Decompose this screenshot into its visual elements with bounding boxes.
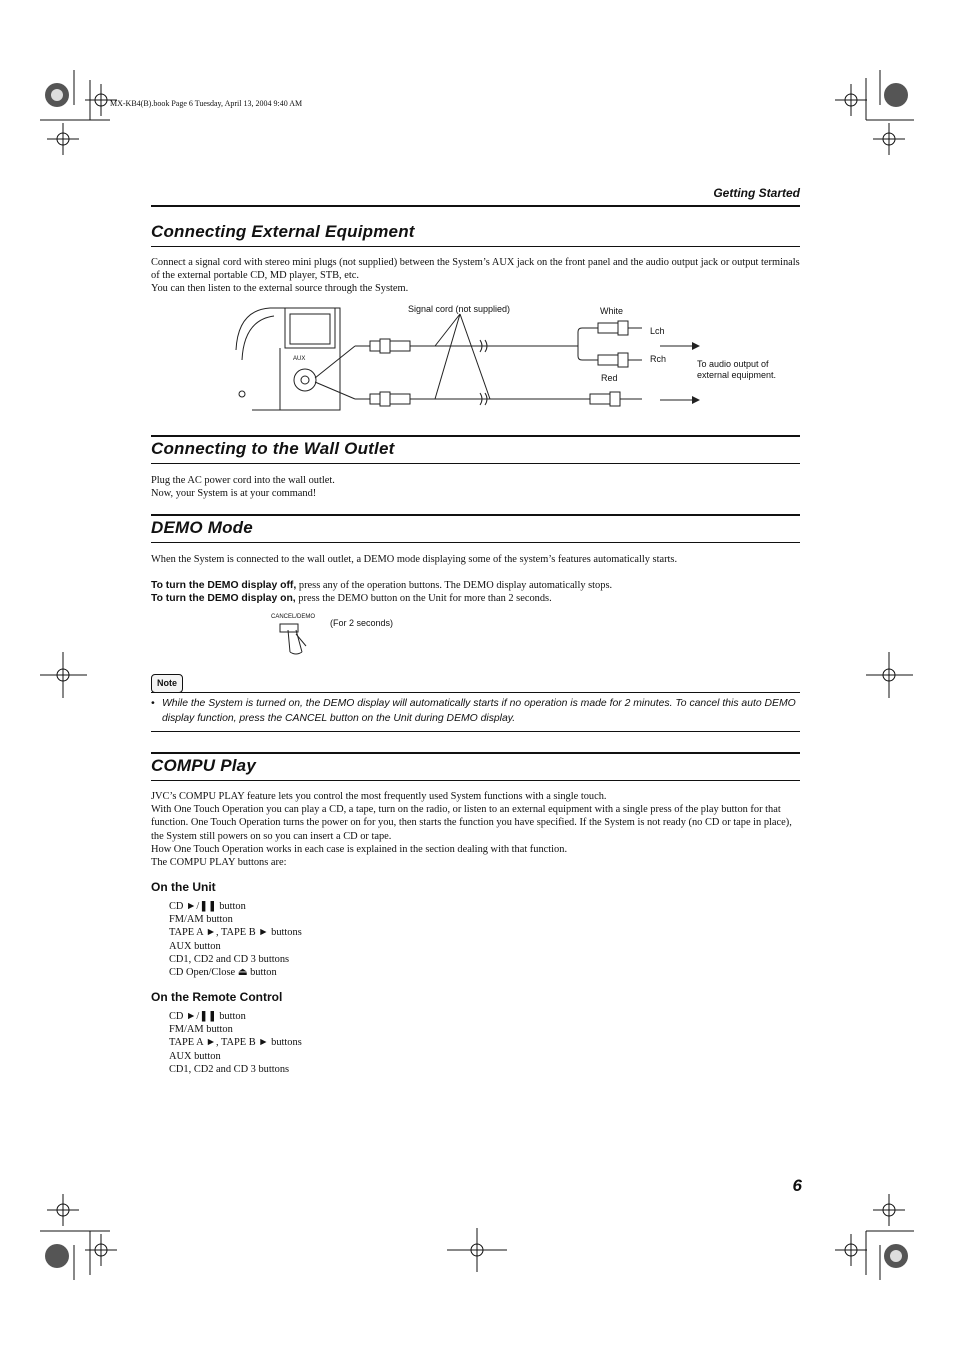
compu-para-3: How One Touch Operation works in each case is explained in the section dealing with that function. bbox=[151, 843, 568, 855]
section-rule-top bbox=[151, 752, 800, 754]
list-item: CD Open/Close ⏏ button bbox=[169, 967, 277, 979]
list-item: CD1, CD2 and CD 3 buttons bbox=[169, 1063, 290, 1075]
wall-line-2: Now, your System is at your command! bbox=[151, 488, 317, 500]
remote-heading: On the Remote Control bbox=[151, 990, 283, 1004]
press-hand-icon bbox=[278, 622, 318, 656]
list-item: CD ►/❚❚ button bbox=[169, 1011, 246, 1022]
unit-heading: On the Unit bbox=[151, 880, 216, 894]
list-item: CD ►/❚❚ button bbox=[169, 901, 246, 912]
diagram-label-rch: Rch bbox=[650, 354, 667, 364]
note-icon: Note bbox=[151, 674, 183, 693]
diagram-label-red: Red bbox=[601, 373, 618, 383]
section-rule-bottom bbox=[151, 780, 800, 781]
compu-para-1: JVC’s COMPU PLAY feature lets you control the most frequently used System functions with a single touch. bbox=[151, 791, 607, 802]
note-rule-bottom bbox=[151, 731, 800, 732]
demo-duration: (For 2 seconds) bbox=[330, 618, 394, 628]
list-item: TAPE A ►, TAPE B ► buttons bbox=[169, 927, 302, 939]
wall-line-1: Plug the AC power cord into the wall outlet. bbox=[151, 475, 335, 486]
demo-off-text: press any of the operation buttons. The DEMO display automatically stops. bbox=[296, 580, 613, 591]
list-item: FM/AM button bbox=[169, 1024, 233, 1036]
diagram-label-aux: AUX bbox=[293, 356, 306, 362]
list-item: AUX button bbox=[169, 1050, 221, 1062]
note-text: While the System is turned on, the DEMO display will automatically starts if no operation is made for 2 minutes. To cancel this auto DEMO display function, press the CANCEL button on the Unit during DEMO display. bbox=[162, 698, 796, 724]
section-rule-top bbox=[151, 205, 800, 207]
remote-button-list bbox=[169, 1010, 302, 1076]
demo-on-text: press the DEMO button on the Unit for more than 2 seconds. bbox=[295, 593, 552, 605]
section-rule-top bbox=[151, 514, 800, 516]
aux-connection-diagram bbox=[230, 300, 800, 415]
list-item: FM/AM button bbox=[169, 914, 233, 926]
note-rule-top bbox=[151, 692, 800, 693]
external-para-2: You can then listen to the external source through the System. bbox=[151, 283, 409, 295]
compu-para-4: The COMPU PLAY buttons are: bbox=[151, 857, 287, 869]
section-rule-top bbox=[151, 435, 800, 437]
wall-body bbox=[151, 474, 801, 500]
demo-on-label: To turn the DEMO display on, bbox=[151, 593, 296, 605]
section-rule-bottom bbox=[151, 463, 800, 464]
external-body bbox=[151, 256, 801, 296]
book-info-line: MX-KB4(B).book Page 6 Tuesday, April 13, 2004 9:40 AM bbox=[110, 99, 303, 108]
demo-instructions bbox=[151, 579, 801, 605]
diagram-label-white: White bbox=[600, 306, 624, 316]
list-item: AUX button bbox=[169, 940, 221, 952]
compu-body bbox=[151, 790, 801, 869]
list-item: CD1, CD2 and CD 3 buttons bbox=[169, 953, 290, 965]
heading-demo-mode: DEMO Mode bbox=[151, 518, 253, 537]
heading-wall-outlet: Connecting to the Wall Outlet bbox=[151, 439, 395, 458]
heading-compu-play: COMPU Play bbox=[151, 756, 256, 775]
page-number: 6 bbox=[792, 1176, 802, 1195]
unit-button-list bbox=[169, 900, 302, 979]
demo-off-label: To turn the DEMO display off, bbox=[151, 580, 297, 591]
section-rule-bottom bbox=[151, 246, 800, 247]
diagram-label-output-1: To audio output of bbox=[697, 359, 769, 369]
diagram-label-lch: Lch bbox=[650, 326, 665, 336]
compu-para-2: With One Touch Operation you can play a CD, a tape, turn on the radio, or listen to an external equipment with a single press of the play button for that function. One Touch Operation turns the power on for you, then starts the function you have specified. If the System is not ready (no CD or tape in place), the System still powers on so you can insert a CD or tape. bbox=[151, 804, 792, 842]
list-item: TAPE A ►, TAPE B ► buttons bbox=[169, 1037, 302, 1049]
section-label: Getting Started bbox=[713, 186, 800, 200]
demo-para: When the System is connected to the wall outlet, a DEMO mode displaying some of the system’s features automatically starts. bbox=[151, 554, 678, 565]
note-bullet: • bbox=[151, 698, 155, 709]
external-para-1: Connect a signal cord with stereo mini plugs (not supplied) between the System’s AUX jack on the front panel and the audio output jack or output terminals of the external portable CD, MD player, STB, etc. bbox=[151, 257, 800, 282]
section-rule-bottom bbox=[151, 542, 800, 543]
heading-external-equipment: Connecting External Equipment bbox=[151, 222, 415, 241]
diagram-label-cord: Signal cord (not supplied) bbox=[408, 304, 511, 314]
note-text-block bbox=[151, 697, 803, 726]
diagram-label-output-2: external equipment. bbox=[697, 370, 777, 380]
demo-button-label: CANCEL/DEMO bbox=[271, 614, 316, 620]
